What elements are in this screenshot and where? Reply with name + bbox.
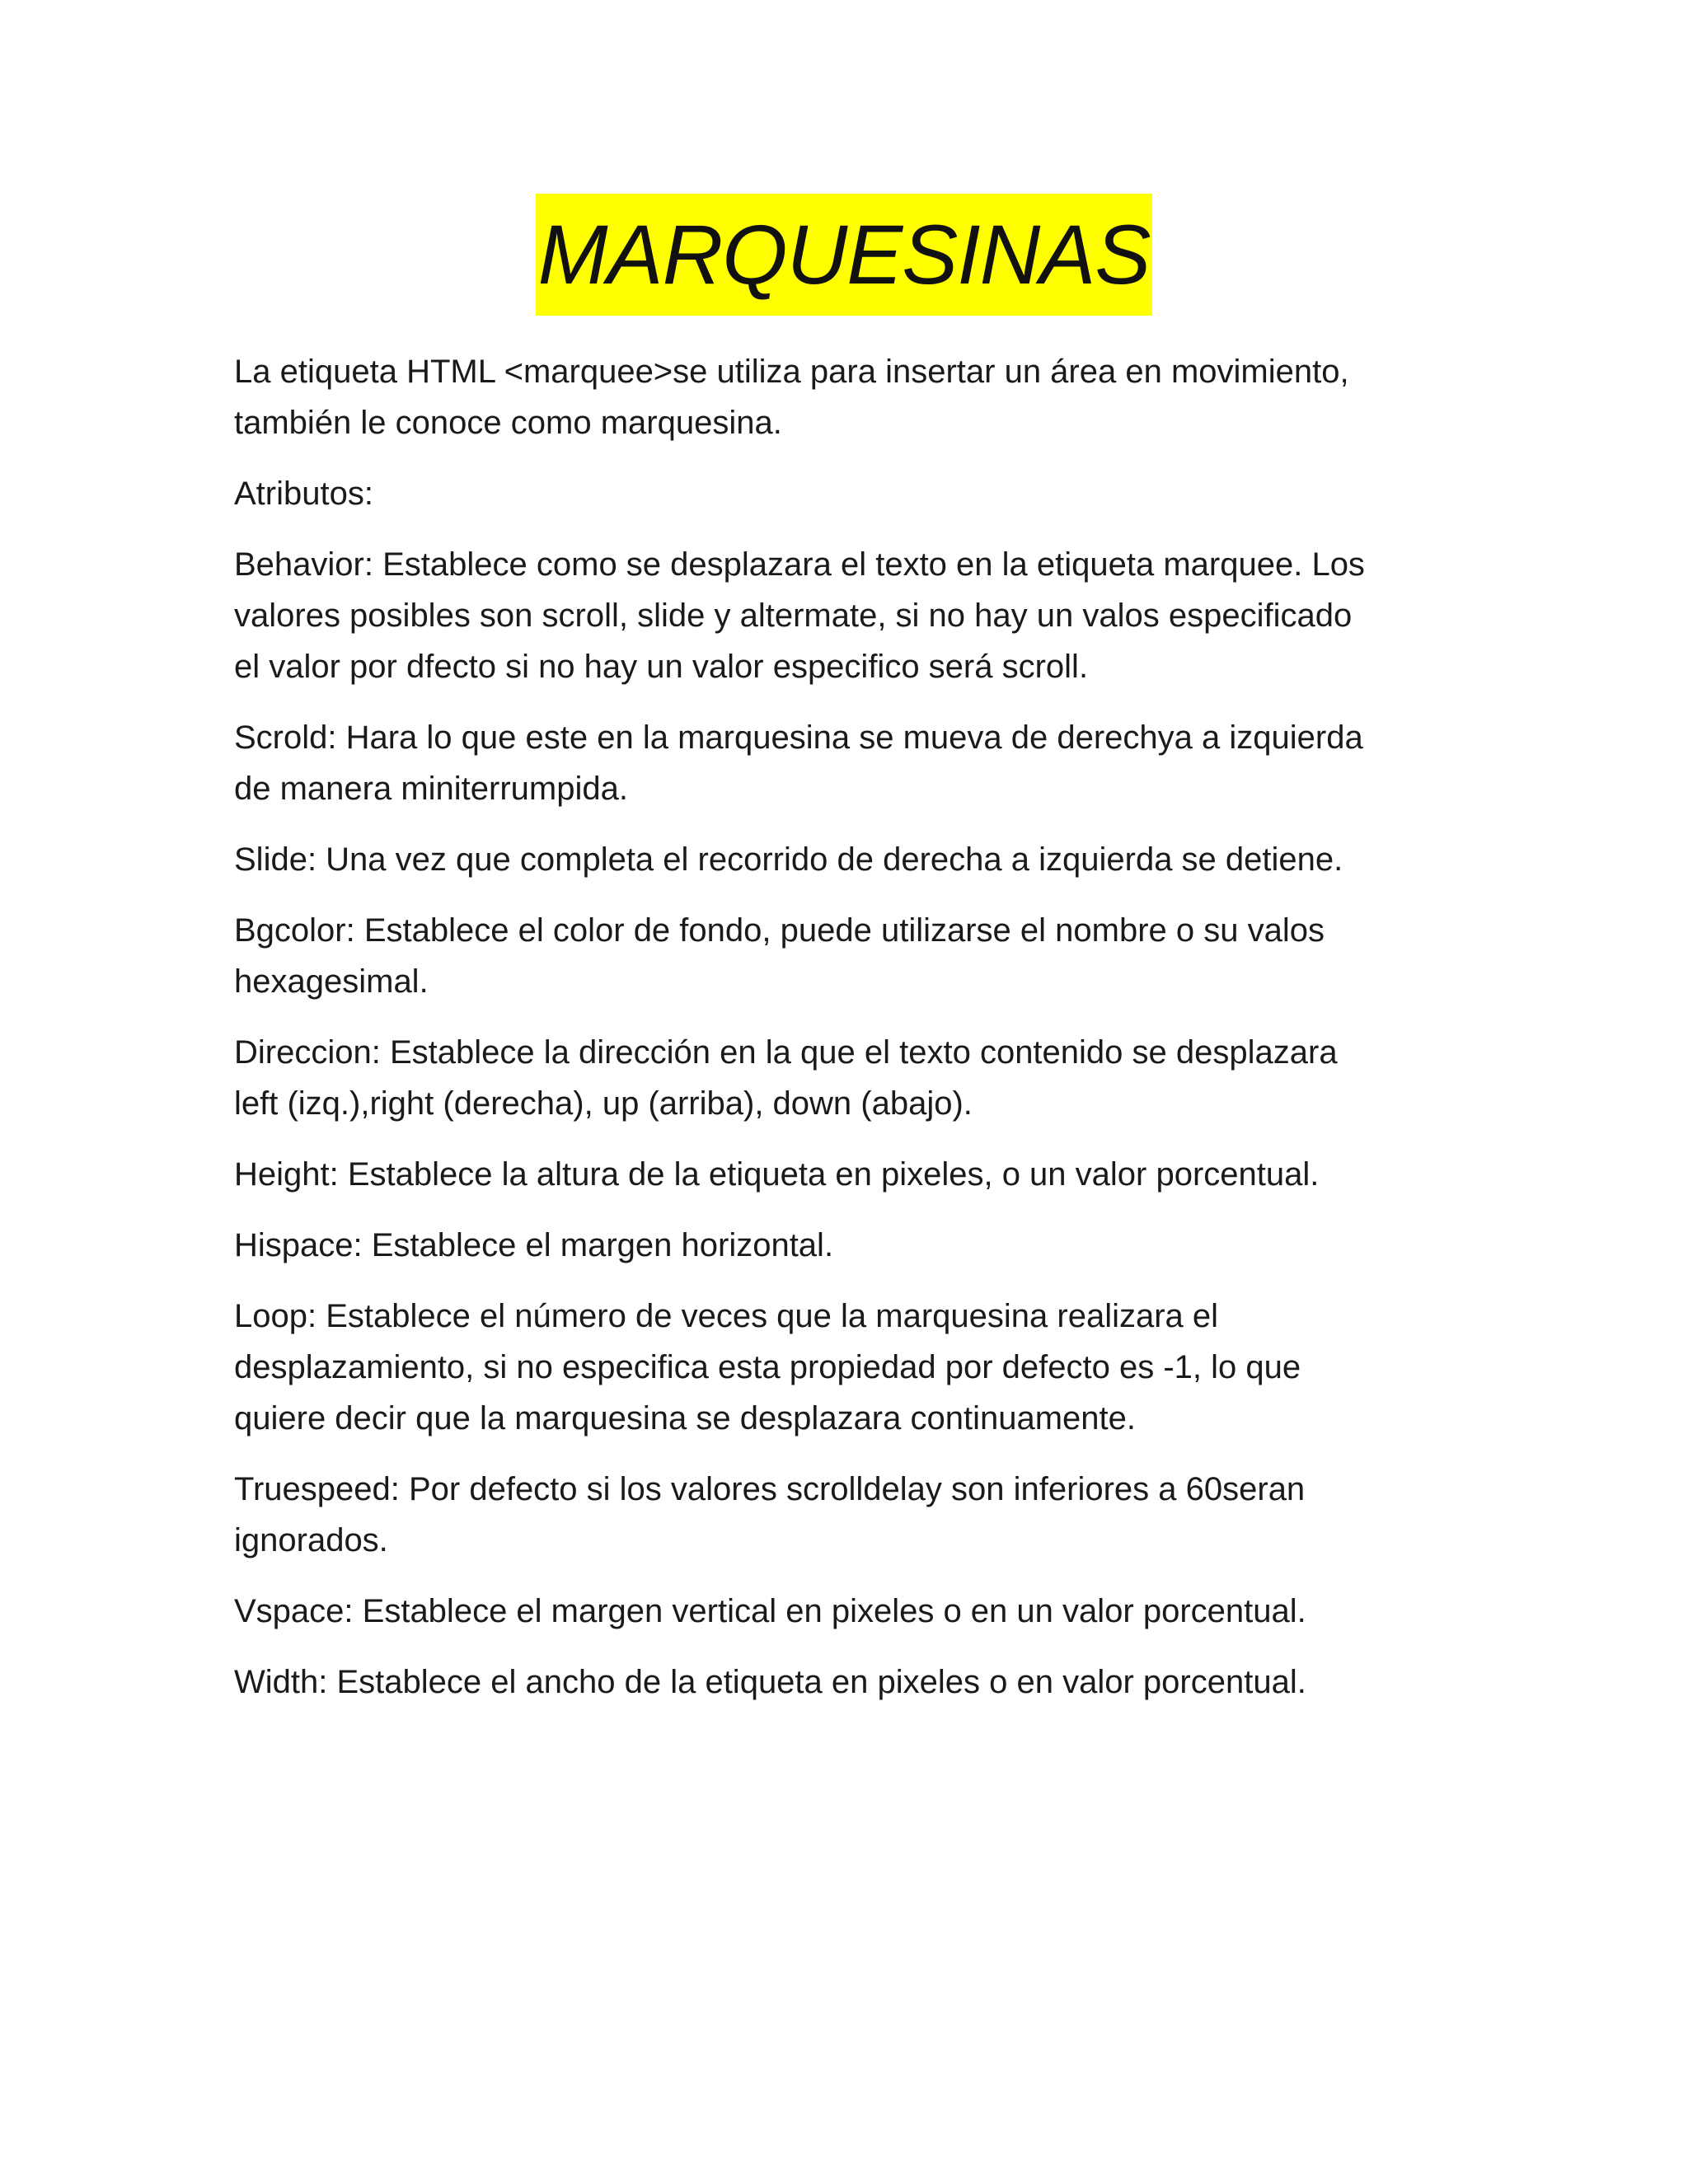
paragraph-atributos-heading [234, 468, 1470, 519]
paragraph-line: Bgcolor: Establece el color de fondo, puede utilizarse el nombre o su valos [234, 912, 1325, 949]
paragraph-line: desplazamiento, si no especifica esta propiedad por defecto es -1, lo que [234, 1349, 1301, 1385]
paragraph-line: La etiqueta HTML <marquee>se utiliza para insertar un área en movimiento, [234, 354, 1349, 390]
paragraph-hispace [234, 1220, 1470, 1271]
paragraph-line: Width: Establece el ancho de la etiqueta en pixeles o en valor porcentual. [234, 1664, 1306, 1700]
paragraph-line: Height: Establece la altura de la etiqueta en pixeles, o un valor porcentual. [234, 1156, 1320, 1193]
paragraph-line: ignorados. [234, 1522, 388, 1558]
paragraph-line: Vspace: Establece el margen vertical en pixeles o en un valor porcentual. [234, 1593, 1306, 1629]
paragraph-line: Atributos: [234, 476, 373, 512]
paragraph-truespeed [234, 1464, 1470, 1566]
paragraph-line: valores posibles son scroll, slide y altermate, si no hay un valos especificado [234, 598, 1353, 634]
paragraph-intro [234, 346, 1470, 448]
paragraph-direccion [234, 1027, 1470, 1129]
paragraph-bgcolor [234, 905, 1470, 1007]
paragraph-line: quiere decir que la marquesina se desplazara continuamente. [234, 1400, 1137, 1436]
paragraph-width [234, 1657, 1470, 1708]
paragraph-line: también le conoce como marquesina. [234, 405, 782, 441]
paragraph-height [234, 1149, 1470, 1200]
page-title: MARQUESINAS [537, 208, 1151, 302]
paragraph-line: Direccion: Establece la dirección en la que el texto contenido se desplazara [234, 1034, 1338, 1071]
paragraph-line: Loop: Establece el número de veces que la marquesina realizara el [234, 1298, 1219, 1334]
paragraph-line: hexagesimal. [234, 963, 429, 1000]
paragraph-line: Scrold: Hara lo que este en la marquesina se mueva de derechya a izquierda [234, 719, 1363, 756]
title-highlight [536, 194, 1152, 316]
paragraph-line: Hispace: Establece el margen horizontal. [234, 1227, 834, 1263]
document-body [234, 346, 1470, 1727]
paragraph-loop [234, 1291, 1470, 1444]
paragraph-line: Slide: Una vez que completa el recorrido de derecha a izquierda se detiene. [234, 841, 1343, 878]
paragraph-line: left (izq.),right (derecha), up (arriba), down (abajo). [234, 1085, 973, 1122]
paragraph-slide [234, 834, 1470, 885]
paragraph-line: Behavior: Establece como se desplazara el texto en la etiqueta marquee. Los [234, 546, 1365, 583]
paragraph-vspace [234, 1586, 1470, 1637]
paragraph-scrold [234, 712, 1470, 814]
paragraph-line: el valor por dfecto si no hay un valor especifico será scroll. [234, 649, 1089, 685]
paragraph-line: Truespeed: Por defecto si los valores scrolldelay son inferiores a 60seran [234, 1471, 1306, 1507]
paragraph-line: de manera miniterrumpida. [234, 771, 628, 807]
paragraph-behavior [234, 539, 1470, 692]
